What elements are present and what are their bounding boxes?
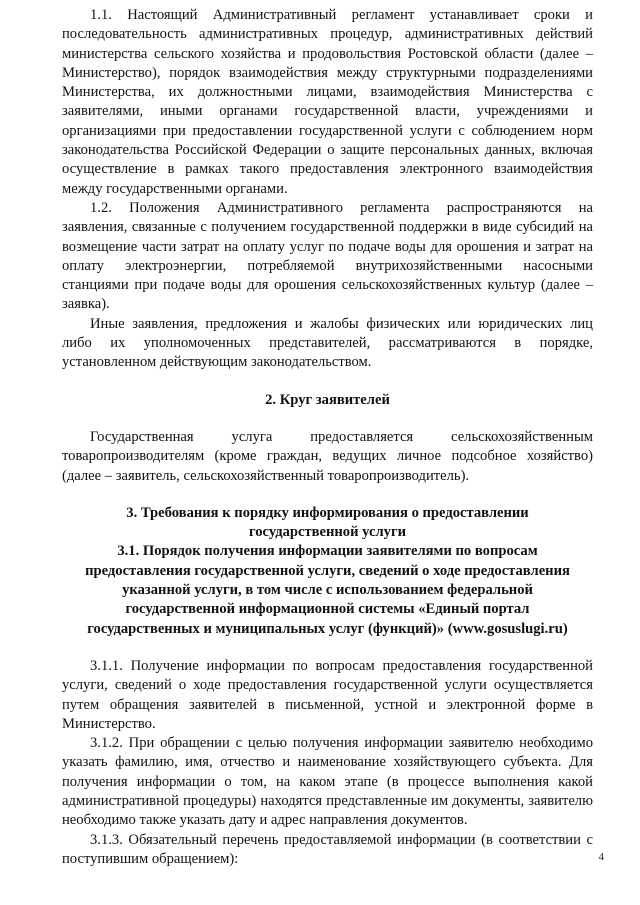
paragraph-other-appeals: Иные заявления, предложения и жалобы физических или юридических лиц либо их уполномоченных представителей, рассматриваются в порядке, установленном действующим законодательством. [62,315,593,371]
spacer [62,486,593,504]
heading-line: предоставления государственной услуги, сведений о ходе предоставления [85,562,570,579]
heading-line: указанной услуги, в том числе с использованием федеральной [122,582,533,599]
paragraph-1-2: 1.2. Положения Административного регламента распространяются на заявления, связанные с получением государственной поддержки в виде субсидий на возмещение части затрат на оплату услуг по подаче воды для орошения и затрат на оплату электроэнергии, потребляемой внутрихозяйственными насосными станциями при подаче воды для орошения сельскохозяйственных культур (далее – заявка). [62,199,593,313]
heading-section-3-1 [62,542,593,638]
spacer [62,410,593,428]
heading-line: государственной услуги [248,524,407,541]
paragraph-3-1-3: 3.1.3. Обязательный перечень предоставляемой информации (в соответствии с поступившим обращением): [62,831,593,867]
page-number: 4 [598,851,604,863]
heading-line: государственных и муниципальных услуг (функций)» (www.gosuslugi.ru) [87,620,568,637]
paragraph-section-2: Государственная услуга предоставляется сельскохозяйственным товаропроизводителям (кроме граждан, ведущих личное подсобное хозяйство) (далее – заявитель, сельскохозяйственный товаропроизводитель). [62,428,593,484]
paragraph-1-1: 1.1. Настоящий Административный регламент устанавливает сроки и последовательность административных процедур, административных действий министерства сельского хозяйства и продовольствия Ростовской области (далее – Министерство), порядок взаимодействия между структурными подразделениями Министерства, их должностными лицами, взаимодействия Министерства с заявителями, иными органами государственной власти, учреждениями и организациями при предоставлении государственной услуги с соблюдением норм законодательства Российской Федерации о защите персональных данных, включая осуществление в рамках такого предоставления электронного взаимодействия между государственными органами. [62,7,593,197]
paragraph-3-1-2: 3.1.2. При обращении с целью получения информации заявителю необходимо указать фамилию, имя, отчество и наименование хозяйствующего субъекта. Для получения информации о том, на каком этапе (в процессе выполнения какой административной процедуры) находятся представленные им документы, заявителю необходимо также указать дату и адрес направления документов. [62,735,593,829]
document-page [62,6,593,869]
paragraph-3-1-1: 3.1.1. Получение информации по вопросам предоставления государственной услуги, сведений о ходе предоставления государственной услуги осуществляется путем обращения заявителей в письменной, устной и электронной форме в Министерство. [62,657,593,732]
heading-section-3 [62,504,593,543]
heading-line: 3. Требования к порядку информирования о предоставлении [126,504,529,521]
heading-section-2: 2. Круг заявителей [265,391,390,408]
spacer [62,373,593,391]
heading-line: государственной информационной системы «Единый портал [125,601,530,618]
spacer [62,639,593,657]
heading-line: 3.1. Порядок получения информации заявителями по вопросам [117,543,538,560]
